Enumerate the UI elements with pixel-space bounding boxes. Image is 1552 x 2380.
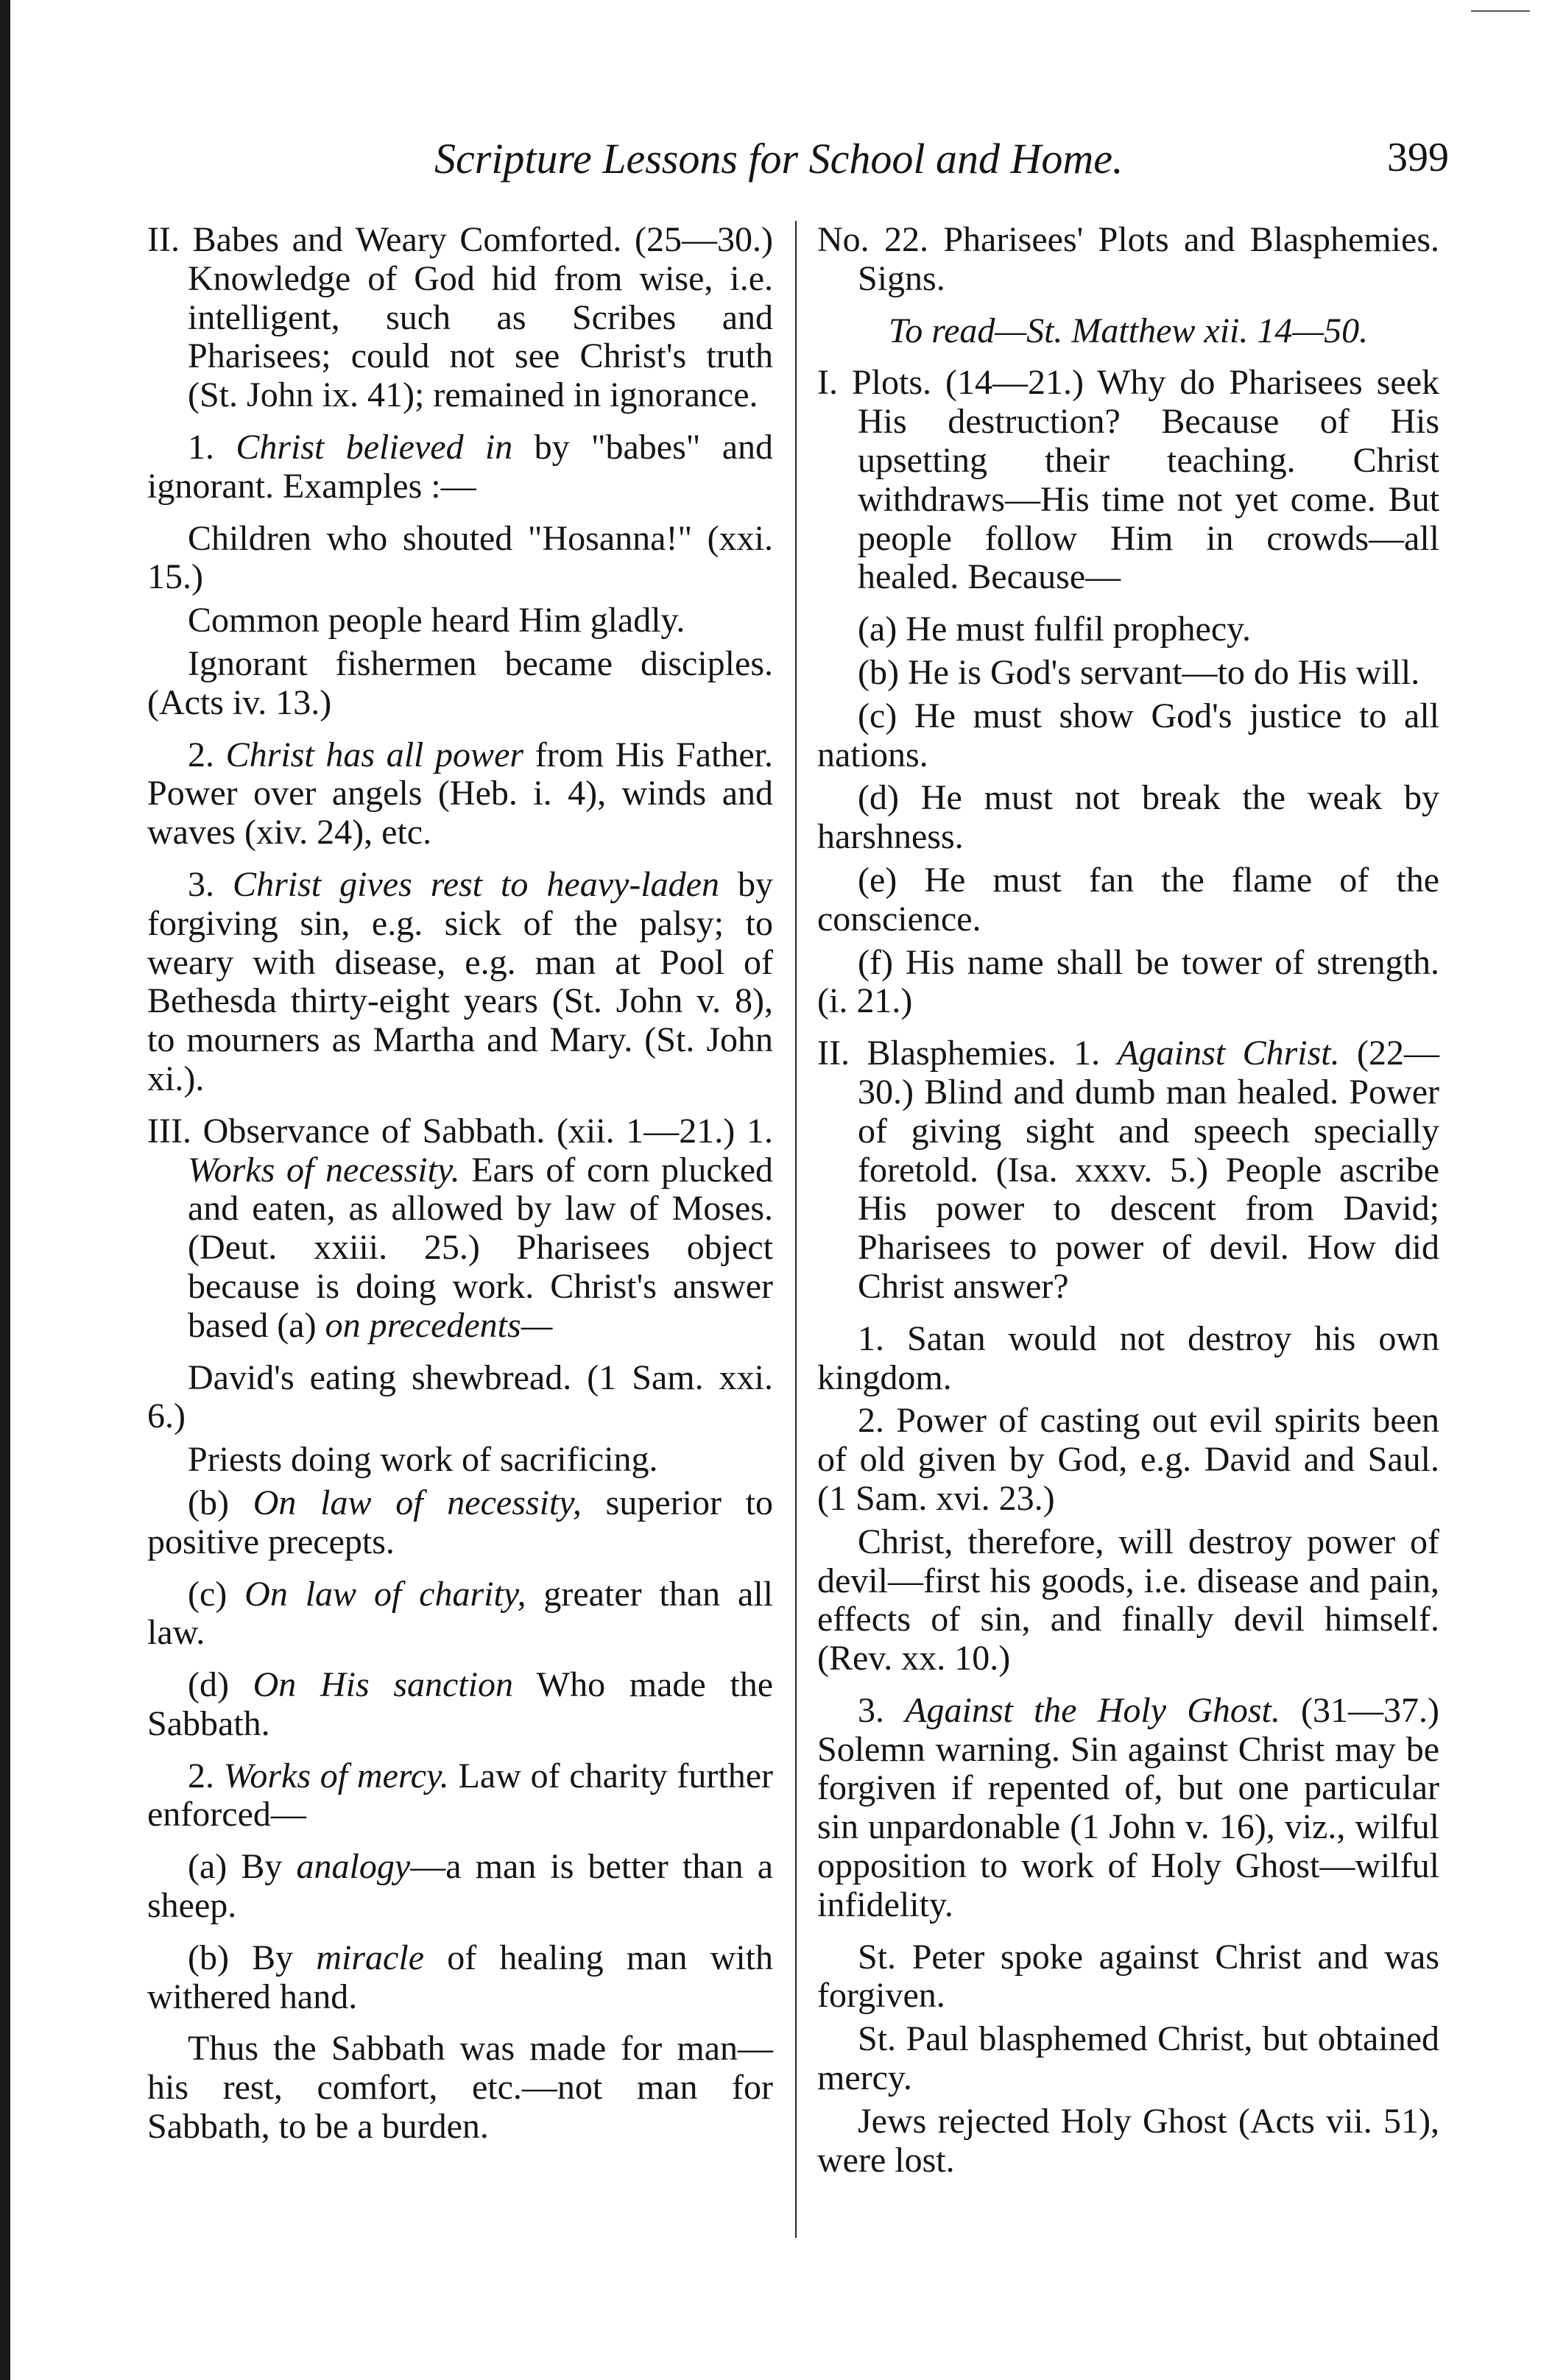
paragraph: II. Babes and Weary Comforted. (25—30.) Knowledge of God hid from wise, i.e. intelligent, such as Scribes and Pharisees; could not see Christ's truth (St. John ix. 41); remained in ignorance. xyxy=(147,220,773,415)
column-divider xyxy=(795,221,797,2238)
paragraph: 1. Satan would not destroy his own kingdom. xyxy=(817,1318,1439,1397)
paragraph: Children who shouted "Hosanna!" (xxi. 15.) xyxy=(147,518,773,597)
paragraph: Common people heard Him gladly. xyxy=(188,601,685,640)
paragraph: (c) He must show God's justice to all nations. xyxy=(817,696,1439,774)
paragraph: (a) He must fulfil prophecy. xyxy=(858,610,1252,649)
paragraph: III. Observance of Sabbath. (xii. 1—21.) 1. Works of necessity. Ears of corn plucked and eaten, as allowed by law of Moses. (Deut. xxiii. 25.) Pharisees object because is doing work. Christ's answer based (a) on precedents— xyxy=(147,1111,773,1345)
paragraph: 2. Christ has all power from His Father. Power over angels (Heb. i. 4), winds and waves (xiv. 24), etc. xyxy=(147,735,774,852)
paragraph: 2. Works of mercy. Law of charity further enforced— xyxy=(147,1756,773,1835)
paragraph: St. Paul blasphemed Christ, but obtained mercy. xyxy=(817,2019,1439,2098)
binding-edge xyxy=(0,0,10,2380)
left-column xyxy=(147,221,773,2160)
reading-reference: To read—St. Matthew xii. 14—50. xyxy=(888,311,1369,350)
paragraph: Thus the Sabbath was made for man—his rest, comfort, etc.—not man for Sabbath, to be a burden. xyxy=(147,2029,773,2147)
right-column xyxy=(817,221,1439,2193)
paragraph: Ignorant fishermen became disciples. (Acts iv. 13.) xyxy=(147,643,773,722)
paragraph: (d) On His sanction Who made the Sabbath. xyxy=(147,1665,774,1743)
page-header xyxy=(147,134,1449,186)
paragraph: (f) His name shall be tower of strength. (i. 21.) xyxy=(817,942,1439,1021)
paragraph: 2. Power of casting out evil spirits been of old given by God, e.g. David and Saul. (1 Sam. xvi. 23.) xyxy=(817,1401,1439,1518)
paragraph: Priests doing work of sacrificing. xyxy=(188,1440,658,1480)
paragraph: Christ, therefore, will destroy power of devil—first his goods, i.e. disease and pain, effects of sin, and finally devil himself. (Rev. xx. 10.) xyxy=(817,1522,1439,1678)
paragraph: II. Blasphemies. 1. Against Christ. (22—30.) Blind and dumb man healed. Power of giving sight and speech specially foretold. (Isa. xxxv. 5.) People ascribe His power to descent from David; Pharisees to power of devil. How did Christ answer? xyxy=(817,1034,1439,1306)
corner-mark xyxy=(1471,10,1530,12)
lesson-heading: No. 22. Pharisees' Plots and Blasphemies. Signs. xyxy=(817,220,1439,298)
paragraph: 1. Christ believed in by "babes" and ignorant. Examples :— xyxy=(147,427,774,506)
paragraph: I. Plots. (14—21.) Why do Pharisees seek His destruction? Because of His upsetting their teaching. Christ withdraws—His time not yet come. But people follow Him in crowds—all healed. Because— xyxy=(817,363,1439,597)
paragraph: St. Peter spoke against Christ and was forgiven. xyxy=(817,1937,1439,2016)
paragraph: 3. Against the Holy Ghost. (31—37.) Solemn warning. Sin against Christ may be forgiven if repented of, but one particular sin unpardonable (1 John v. 16), viz., wilful opposition to work of Holy Ghost—wilful infidelity. xyxy=(817,1690,1440,1924)
running-title: Scripture Lessons for School and Home. xyxy=(434,135,1124,183)
paragraph: 3. Christ gives rest to heavy-laden by forgiving sin, e.g. sick of the palsy; to weary with disease, e.g. man at Pool of Bethesda thirty-eight years (St. John v. 8), to mourners as Martha and Mary. (St. John xi.). xyxy=(147,864,774,1098)
paragraph: (c) On law of charity, greater than all law. xyxy=(147,1574,773,1653)
paragraph: (a) By analogy—a man is better than a sheep. xyxy=(147,1847,773,1926)
paragraph: (b) On law of necessity, superior to positive precepts. xyxy=(147,1483,774,1561)
paragraph: (b) He is God's servant—to do His will. xyxy=(858,652,1420,692)
page-number: 399 xyxy=(1387,135,1449,180)
paragraph: (b) By miracle of healing man with withered hand. xyxy=(147,1938,774,2016)
paragraph: (e) He must fan the flame of the conscience. xyxy=(817,860,1439,939)
paragraph: Jews rejected Holy Ghost (Acts vii. 51), were lost. xyxy=(817,2101,1439,2180)
paragraph: David's eating shewbread. (1 Sam. xxi. 6.) xyxy=(147,1357,773,1436)
paragraph: (d) He must not break the weak by harshness. xyxy=(817,778,1439,857)
